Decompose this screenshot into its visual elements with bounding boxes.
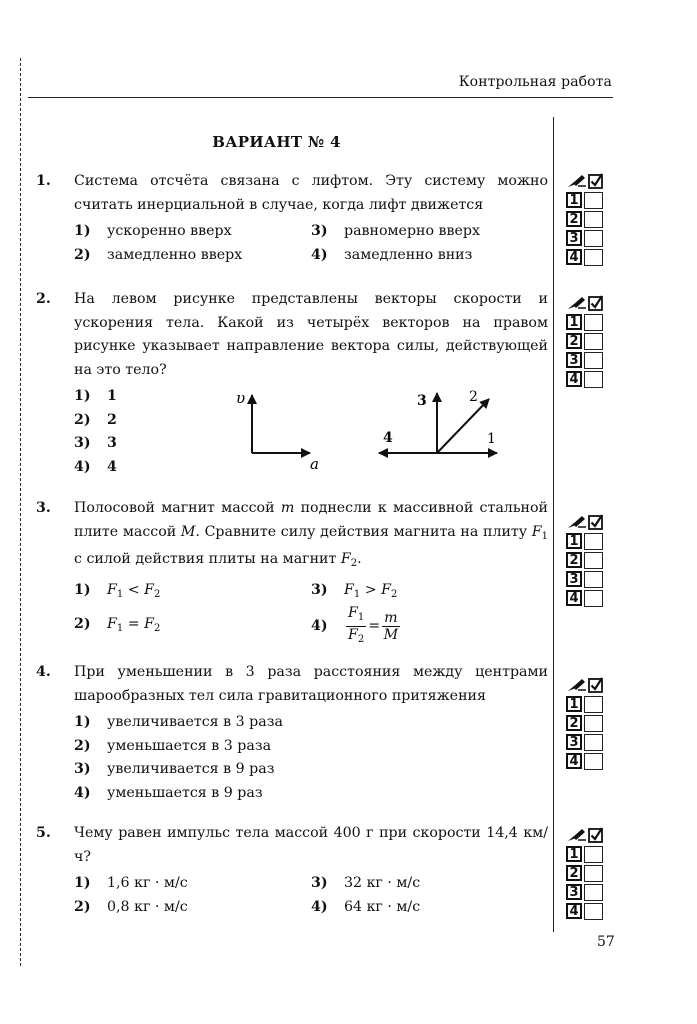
checkbox-checked-icon bbox=[588, 827, 604, 843]
answer-row bbox=[566, 211, 616, 228]
answer-row bbox=[566, 903, 616, 920]
option-text: равномерно вверх bbox=[344, 223, 481, 239]
answer-checkbox[interactable] bbox=[584, 734, 603, 751]
answer-grid-q3 bbox=[566, 513, 616, 609]
answer-checkbox[interactable] bbox=[584, 865, 603, 882]
option-number: 1) bbox=[74, 388, 91, 404]
vector-label-2: 2 bbox=[469, 389, 478, 405]
option-text: 3 bbox=[107, 435, 117, 451]
answer-checkbox[interactable] bbox=[584, 903, 603, 920]
option-2[interactable] bbox=[74, 244, 311, 268]
option-text: замедленно вверх bbox=[107, 246, 243, 263]
question-number: 4. bbox=[36, 664, 51, 680]
answer-checkbox[interactable] bbox=[584, 230, 603, 247]
answer-checkbox[interactable] bbox=[584, 571, 603, 588]
force-vectors-diagram bbox=[375, 385, 505, 470]
option-text: 4 bbox=[107, 458, 117, 475]
answer-number-box: 2 bbox=[566, 211, 582, 227]
answer-number-box: 2 bbox=[566, 715, 582, 731]
answer-row bbox=[566, 696, 616, 713]
answer-number-box: 2 bbox=[566, 552, 582, 568]
pen-icon bbox=[566, 677, 588, 693]
option-3[interactable]: 3) $F_1 > F_2$ bbox=[311, 581, 398, 600]
option-3[interactable] bbox=[311, 220, 548, 244]
header-rule bbox=[28, 97, 613, 98]
question-text: Система отсчёта связана с лифтом. Эту систему можно считать инерциальной в случае, когда лифт движется bbox=[74, 173, 548, 213]
answer-number-box: 4 bbox=[566, 371, 582, 387]
answer-row bbox=[566, 333, 616, 350]
option-3[interactable]: 3) увеличивается в 9 раз bbox=[74, 761, 275, 777]
question-number: 5. bbox=[36, 825, 51, 841]
option-2[interactable]: 2) 0,8 кг · м/с bbox=[74, 898, 188, 915]
answer-number-box: 3 bbox=[566, 230, 582, 246]
question-1 bbox=[36, 170, 548, 267]
answer-number-box: 3 bbox=[566, 734, 582, 750]
answer-checkbox[interactable] bbox=[584, 333, 603, 350]
answer-row bbox=[566, 352, 616, 369]
answer-grid-q5 bbox=[566, 826, 616, 922]
answer-row bbox=[566, 590, 616, 607]
answer-checkbox[interactable] bbox=[584, 552, 603, 569]
answer-checkbox[interactable] bbox=[584, 249, 603, 266]
option-4[interactable]: 4) $\frac{F_1}{F_2}$ = $\frac{m}{M}$ bbox=[311, 605, 548, 648]
option-4[interactable] bbox=[311, 244, 548, 268]
answer-grid-q2 bbox=[566, 294, 616, 390]
option-2[interactable]: 2) уменьшается в 3 раза bbox=[74, 737, 272, 754]
answer-row bbox=[566, 884, 616, 901]
answer-column-divider bbox=[553, 117, 554, 932]
vector-label-4: 4 bbox=[383, 430, 393, 446]
answer-checkbox[interactable] bbox=[584, 211, 603, 228]
pen-icon bbox=[566, 173, 588, 189]
question-text: На левом рисунке представлены векторы скорости и ускорения тела. Какой из четырёх векторов на правом рисунке указывает направление вектора силы, действующей на это тело? bbox=[74, 291, 548, 378]
checkbox-checked-icon bbox=[588, 295, 604, 311]
answer-row bbox=[566, 846, 616, 863]
velocity-acceleration-diagram bbox=[230, 385, 330, 475]
option-text: ускоренно вверх bbox=[107, 223, 232, 239]
answer-checkbox[interactable] bbox=[584, 314, 603, 331]
question-text: Чему равен импульс тела массой 400 г при скорости 14,4 км/ч? bbox=[74, 825, 548, 865]
answer-row bbox=[566, 371, 616, 388]
option-text: замедленно вниз bbox=[344, 246, 473, 263]
answer-number-box: 4 bbox=[566, 753, 582, 769]
answer-checkbox[interactable] bbox=[584, 846, 603, 863]
option-number: 2) bbox=[74, 411, 91, 428]
question-4 bbox=[36, 661, 548, 805]
pen-icon bbox=[566, 827, 588, 843]
answer-number-box: 1 bbox=[566, 696, 582, 712]
checkbox-checked-icon bbox=[588, 677, 604, 693]
question-3 bbox=[36, 497, 548, 647]
options bbox=[74, 220, 548, 267]
acceleration-label: a bbox=[310, 455, 319, 473]
option-1[interactable]: 1) 1,6 кг · м/с bbox=[74, 875, 188, 891]
answer-grid-q1 bbox=[566, 172, 616, 268]
option-number: 3) bbox=[74, 435, 91, 451]
fraction-masses: $\frac{m}{M}$ bbox=[383, 610, 399, 643]
answer-row bbox=[566, 734, 616, 751]
option-4[interactable]: 4) 64 кг · м/с bbox=[311, 898, 421, 915]
option-1[interactable]: 1) $F_1 < F_2$ bbox=[74, 581, 161, 600]
vector-label-1: 1 bbox=[487, 431, 496, 447]
answer-number-box: 2 bbox=[566, 333, 582, 349]
page-number: 57 bbox=[597, 934, 615, 950]
answer-number-box: 4 bbox=[566, 590, 582, 606]
question-number: 3. bbox=[36, 500, 51, 516]
options bbox=[74, 579, 548, 647]
answer-number-box: 4 bbox=[566, 249, 582, 265]
velocity-label: υ bbox=[236, 389, 246, 407]
answer-row bbox=[566, 552, 616, 569]
option-3[interactable]: 3) 32 кг · м/с bbox=[311, 875, 421, 891]
answer-row bbox=[566, 314, 616, 331]
checkbox-checked-icon bbox=[588, 514, 604, 530]
answer-number-box: 1 bbox=[566, 846, 582, 862]
question-5 bbox=[36, 822, 548, 919]
answer-number-box: 4 bbox=[566, 903, 582, 919]
answer-checkbox[interactable] bbox=[584, 352, 603, 369]
answer-number-box: 1 bbox=[566, 314, 582, 330]
answer-checkbox[interactable] bbox=[584, 192, 603, 209]
option-text: 1 bbox=[107, 388, 117, 404]
vector-label-3: 3 bbox=[417, 393, 427, 409]
answer-row bbox=[566, 533, 616, 550]
answer-number-box: 3 bbox=[566, 884, 582, 900]
answer-checkbox[interactable] bbox=[584, 884, 603, 901]
answer-checkbox[interactable] bbox=[584, 590, 603, 607]
answer-checkbox[interactable] bbox=[584, 715, 603, 732]
answer-row bbox=[566, 230, 616, 247]
checkbox-checked-icon bbox=[588, 173, 604, 189]
answer-checkbox[interactable] bbox=[584, 533, 603, 550]
answer-number-box: 3 bbox=[566, 352, 582, 368]
answer-number-box: 3 bbox=[566, 571, 582, 587]
question-text: Полосовой магнит массой m поднесли к массивной стальной плите массой M. Сравните силу действия магнита на плиту $F_1$ с силой действия плиты на магнит $F_2$. bbox=[74, 500, 549, 569]
cut-line-margin bbox=[20, 58, 21, 966]
running-header: Контрольная работа bbox=[458, 74, 612, 90]
option-1[interactable]: 1) увеличивается в 3 раза bbox=[74, 714, 283, 730]
answer-row bbox=[566, 715, 616, 732]
answer-checkbox[interactable] bbox=[584, 371, 603, 388]
option-1[interactable] bbox=[74, 220, 311, 244]
option-4[interactable]: 4) уменьшается в 9 раз bbox=[74, 784, 263, 801]
option-number: 2) bbox=[74, 246, 91, 263]
option-text: 2 bbox=[107, 411, 117, 428]
answer-row bbox=[566, 249, 616, 266]
option-2[interactable]: 2) $F_1 = F_2$ bbox=[74, 615, 161, 634]
option-number: 3) bbox=[311, 223, 328, 239]
fraction-forces: $\frac{F_1}{F_2}$ bbox=[348, 605, 365, 645]
answer-grid-q4 bbox=[566, 676, 616, 772]
answer-row bbox=[566, 571, 616, 588]
option-number: 4) bbox=[311, 246, 328, 263]
pen-icon bbox=[566, 514, 588, 530]
answer-number-box: 2 bbox=[566, 865, 582, 881]
answer-number-box: 1 bbox=[566, 533, 582, 549]
question-number: 2. bbox=[36, 291, 51, 307]
answer-checkbox[interactable] bbox=[584, 753, 603, 770]
answer-row bbox=[566, 753, 616, 770]
answer-row bbox=[566, 865, 616, 882]
pen-icon bbox=[566, 295, 588, 311]
answer-number-box: 1 bbox=[566, 192, 582, 208]
answer-row bbox=[566, 192, 616, 209]
question-text: При уменьшении в 3 раза расстояния между центрами шарообразных тел сила гравитационного притяжения bbox=[74, 664, 548, 704]
option-number: 4) bbox=[74, 458, 91, 475]
option-number: 1) bbox=[74, 223, 91, 239]
options bbox=[74, 711, 548, 805]
question-number: 1. bbox=[36, 173, 51, 189]
answer-checkbox[interactable] bbox=[584, 696, 603, 713]
variant-title: ВАРИАНТ № 4 bbox=[212, 133, 341, 151]
options bbox=[74, 872, 548, 919]
